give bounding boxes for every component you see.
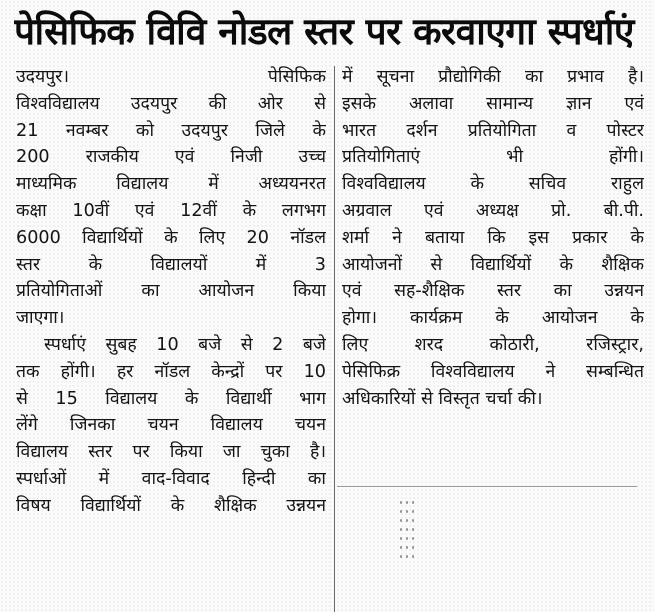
text-line: तक होंगी। हर नॉडल केन्द्रों पर 10 — [16, 361, 326, 382]
text-line: लेंगे जिनका चयन विद्यालय चयन — [16, 415, 326, 436]
text-line: एवं सह-शैक्षिक स्तर का उन्नयन — [342, 281, 644, 302]
text-line: आयोजनों से विद्यार्थियों के शैक्षिक — [342, 254, 644, 275]
text-line: विषय विद्यार्थियों के शैक्षिक उन्नयन — [16, 495, 326, 516]
text-line: विश्वविद्यालय उदयपुर की ओर से — [16, 93, 326, 114]
left-column — [16, 64, 326, 520]
print-specks — [398, 498, 414, 558]
text-line: माध्यमिक विद्यालय में अध्ययनरत — [16, 174, 326, 195]
text-line: इसके अलावा सामान्य ज्ञान एवं — [342, 93, 644, 114]
text-line: उदयपुर। पेसिफिक — [16, 67, 326, 87]
text-line: पेसिफिक्र विश्वविद्यालय ने सम्बन्धित — [342, 361, 644, 382]
text-line: अग्रवाल एवं अध्यक्ष प्रो. बी.पी. — [342, 200, 644, 221]
text-line: कक्षा 10वीं एवं 12वीं के लगभग — [16, 200, 326, 221]
headline: पेसिफिक विवि नोडल स्तर पर करवाएगा स्पर्धाएं — [14, 10, 634, 53]
text-line: लिए शरद कोठारी, रजिस्ट्रार, — [342, 334, 644, 355]
end-rule — [337, 486, 637, 487]
text-line: प्रतियोगिताओं का आयोजन किया — [16, 281, 326, 302]
text-line: स्तर के विद्यालयों में 3 — [16, 254, 326, 275]
text-line: प्रतियोगिताएं भी होंगी। — [342, 147, 644, 168]
right-column — [342, 64, 644, 412]
text-line: विद्यालय स्तर पर किया जा चुका है। — [16, 442, 326, 463]
text-line: 21 नवम्बर को उदयपुर जिले के — [16, 120, 326, 141]
text-line: स्पर्धाएं सुबह 10 बजे से 2 बजे — [44, 334, 326, 355]
text-line: शर्मा ने बताया कि इस प्रकार के — [342, 227, 644, 248]
column-divider — [334, 66, 335, 612]
text-line: होगा। कार्यक्रम के आयोजन के — [342, 308, 644, 329]
text-line: विश्वविद्यालय के सचिव राहुल — [342, 174, 644, 195]
text-line: अधिकारियों से विस्तृत चर्चा की। — [342, 388, 543, 409]
text-line: जाएगा। — [16, 308, 65, 329]
text-line: 200 राजकीय एवं निजी उच्च — [16, 147, 326, 168]
text-line: स्पर्धाओं में वाद-विवाद हिन्दी का — [16, 468, 326, 489]
text-line: से 15 विद्यालय के विद्यार्थी भाग — [16, 388, 326, 409]
text-line: में सूचना प्रौद्योगिकी का प्रभाव है। — [342, 67, 644, 87]
text-line: 6000 विद्यार्थियों के लिए 20 नॉडल — [16, 227, 326, 248]
text-line: भारत दर्शन प्रतियोगिता व पोस्टर — [342, 120, 644, 141]
